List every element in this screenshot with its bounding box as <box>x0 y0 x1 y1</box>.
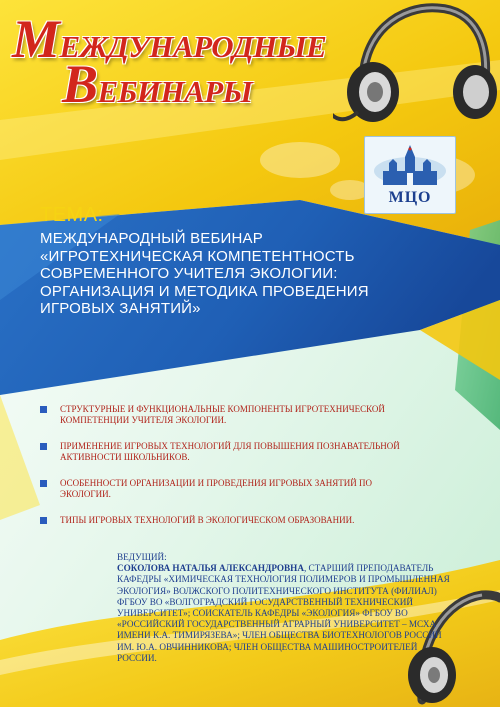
title-line: ИГРОВЫХ ЗАНЯТИЙ» <box>40 300 201 317</box>
presenter-line: ИМЕНИ К.А. ТИМИРЯЗЕВА»; ЧЛЕН ОБЩЕСТВА БИОТЕХНОЛОГОВ РОССИИ <box>117 630 442 641</box>
title-line: СОВРЕМЕННОГО УЧИТЕЛЯ ЭКОЛОГИИ: <box>40 265 338 282</box>
title-line: «ИГРОТЕХНИЧЕСКАЯ КОМПЕТЕНТНОСТЬ <box>40 247 355 265</box>
logo-text: МЦО <box>388 189 432 206</box>
title-line: ОРГАНИЗАЦИЯ И МЕТОДИКА ПРОВЕДЕНИЯ <box>40 282 369 300</box>
bullet-square-icon <box>40 406 47 413</box>
bullet-square-icon <box>40 443 47 450</box>
topic-text: АКТИВНОСТИ ШКОЛЬНИКОВ. <box>60 452 190 462</box>
topic-text: ЭКОЛОГИИ. <box>60 489 111 499</box>
presenter-line: ЭКОЛОГИЯ» ВОЛЖСКОГО ПОЛИТЕХНИЧЕСКОГО ИНСТИТУТА (ФИЛИАЛ) <box>117 585 437 596</box>
kremlin-icon <box>365 137 455 193</box>
headline <box>12 9 352 114</box>
presenter-line: ИМ. Ю.А. ОВЧИННИКОВА; ЧЛЕН ОБЩЕСТВА МАШИНОСТРОИТЕЛЕЙ <box>117 641 418 652</box>
presenter-label: ВЕДУЩИЙ: <box>117 552 167 562</box>
webinar-title <box>40 230 475 318</box>
presenter-line: «РОССИЙСКИЙ ГОСУДАРСТВЕННЫЙ АГРАРНЫЙ УНИВЕРСИТЕТ – МСХА <box>117 619 437 630</box>
topic-text: КОМПЕТЕНЦИИ УЧИТЕЛЯ ЭКОЛОГИИ. <box>60 415 227 425</box>
presenter-line-rest: , СТАРШИЙ ПРЕПОДАВАТЕЛЬ <box>303 563 434 574</box>
list-item <box>38 478 458 500</box>
headline-rest-2: ЕБИНАРЫ <box>97 74 253 109</box>
title-line: МЕЖДУНАРОДНЫЙ ВЕБИНАР <box>40 230 263 247</box>
headline-initial-2: В <box>62 54 98 114</box>
bullet-square-icon <box>40 480 47 487</box>
presenter-line: УНИВЕРСИТЕТ»; СОИСКАТЕЛЬ КАФЕДРЫ «ЭКОЛОГИЯ» ФГБОУ ВО <box>117 608 408 619</box>
mco-logo <box>364 136 456 214</box>
tema-label: ТЕМА: <box>40 204 104 226</box>
list-item <box>38 441 458 463</box>
presenter-line: ФГБОУ ВО «ВОЛГОГРАДСКИЙ ГОСУДАРСТВЕННЫЙ ТЕХНИЧЕСКИЙ <box>117 596 414 607</box>
headline-initial-1: М <box>12 9 60 69</box>
list-item <box>38 515 458 526</box>
headline-line-2 <box>62 54 352 114</box>
topics-list <box>38 404 458 541</box>
presenter-block <box>117 552 467 664</box>
headline-rest-1: ЕЖДУНАРОДНЫЕ <box>59 29 327 64</box>
topic-text: СТРУКТУРНЫЕ И ФУНКЦИОНАЛЬНЫЕ КОМПОНЕНТЫ ИГРОТЕХНИЧЕСКОЙ <box>60 404 385 414</box>
presenter-first-line <box>117 563 467 574</box>
presenter-line: КАФЕДРЫ «ХИМИЧЕСКАЯ ТЕХНОЛОГИЯ ПОЛИМЕРОВ И ПРОМЫШЛЕННАЯ <box>117 574 450 585</box>
presenter-line: РОССИИ. <box>117 652 157 663</box>
topic-text: ТИПЫ ИГРОВЫХ ТЕХНОЛОГИЙ В ЭКОЛОГИЧЕСКОМ ОБРАЗОВАНИИ. <box>60 515 355 525</box>
list-item <box>38 404 458 426</box>
topic-text: ОСОБЕННОСТИ ОРГАНИЗАЦИИ И ПРОВЕДЕНИЯ ИГРОВЫХ ЗАНЯТИЙ ПО <box>60 478 373 488</box>
presenter-name: СОКОЛОВА НАТАЛЬЯ АЛЕКСАНДРОВНА <box>117 563 304 574</box>
headphones-image <box>333 0 500 130</box>
bullet-square-icon <box>40 517 47 524</box>
topic-text: ПРИМЕНЕНИЕ ИГРОВЫХ ТЕХНОЛОГИЙ ДЛЯ ПОВЫШЕНИЯ ПОЗНАВАТЕЛЬНОЙ <box>60 441 400 451</box>
